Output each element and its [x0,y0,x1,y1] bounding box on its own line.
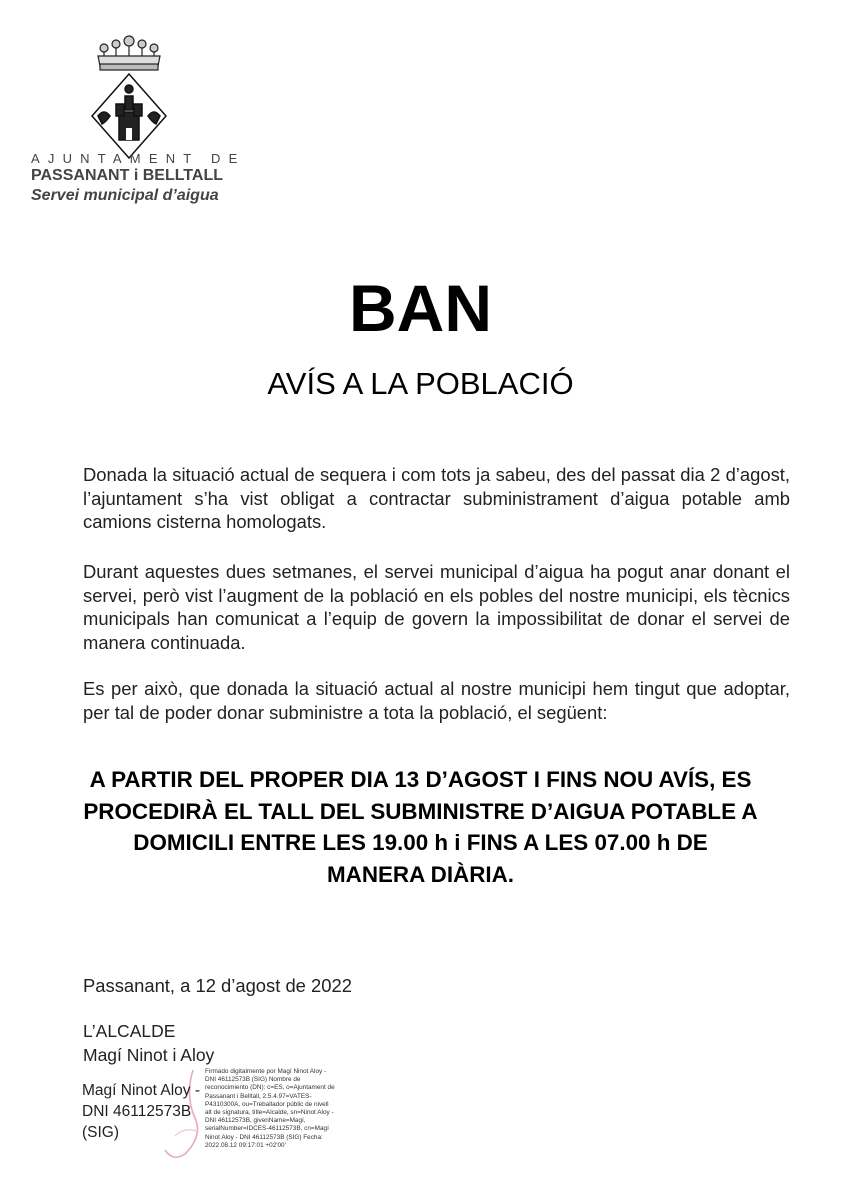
place-date: Passanant, a 12 d’agost de 2022 [83,975,352,996]
body-paragraph: Durant aquestes dues setmanes, el servei municipal d’aigua ha pogut anar donant el servei, però vist l’augment de la població en els pobles del nostre municipi, els tècnics municipals han comunicat a l’equip de govern la impossibilitat de donar el servei de manera continuada. [83,561,790,653]
council-label: AJUNTAMENT DE [31,151,246,166]
service-name: Servei municipal d’aigua [31,187,219,204]
shield-icon [92,74,166,158]
crown-icon [98,36,160,70]
municipal-coat-of-arms [86,34,172,162]
page-subtitle: AVÍS A LA POBLACIÓ [267,366,574,401]
digital-signer-name: Magí Ninot Aloy - DNI 46112573B (SIG) [82,1082,201,1141]
body-paragraph: Donada la situació actual de sequera i com tots ja sabeu, des del passat dia 2 d’agost, l’ajuntament s’ha vist obligat a contractar subministrament d’aigua potable amb camions cisterna homologats. [83,464,790,532]
body-paragraph: Es per això, que donada la situació actual al nostre municipi hem tingut que adoptar, per tal de poder donar subministre a tota la població, el següent: [83,678,790,723]
signatory-name: Magí Ninot i Aloy [83,1045,215,1065]
digital-signature-details: Firmado digitalmente por Magí Ninot Aloy - DNI 46112573B (SIG) Nombre de reconocimiento (DN): c=ES, o=Ajuntament de Passanant i Belltall, 2.5.4.97=VATES-P4310300A, ou=Treballador públic de nivell alt de signatura, title=Alcalde, sn=Ninot Aloy - DNI 46112573B, givenName=Magí, serialNumber=IDCES-46112573B, cn=Magí Ninot Aloy - DNI 46112573B (SIG) Fecha: 2022.08.12 09:17:01 +02'00' [205,1068,335,1149]
municipality-name: PASSANANT i BELLTALL [31,167,223,184]
page-title: BAN [349,271,492,345]
signatory-role: L’ALCALDE [83,1021,176,1041]
water-cut-notice: A PARTIR DEL PROPER DIA 13 D’AGOST I FINS NOU AVÍS, ES PROCEDIRÀ EL TALL DEL SUBMINISTRE D’AIGUA POTABLE A DOMICILI ENTRE LES 19.00 h i FINS A LES 07.00 h DE MANERA DIÀRIA. [83,767,758,887]
